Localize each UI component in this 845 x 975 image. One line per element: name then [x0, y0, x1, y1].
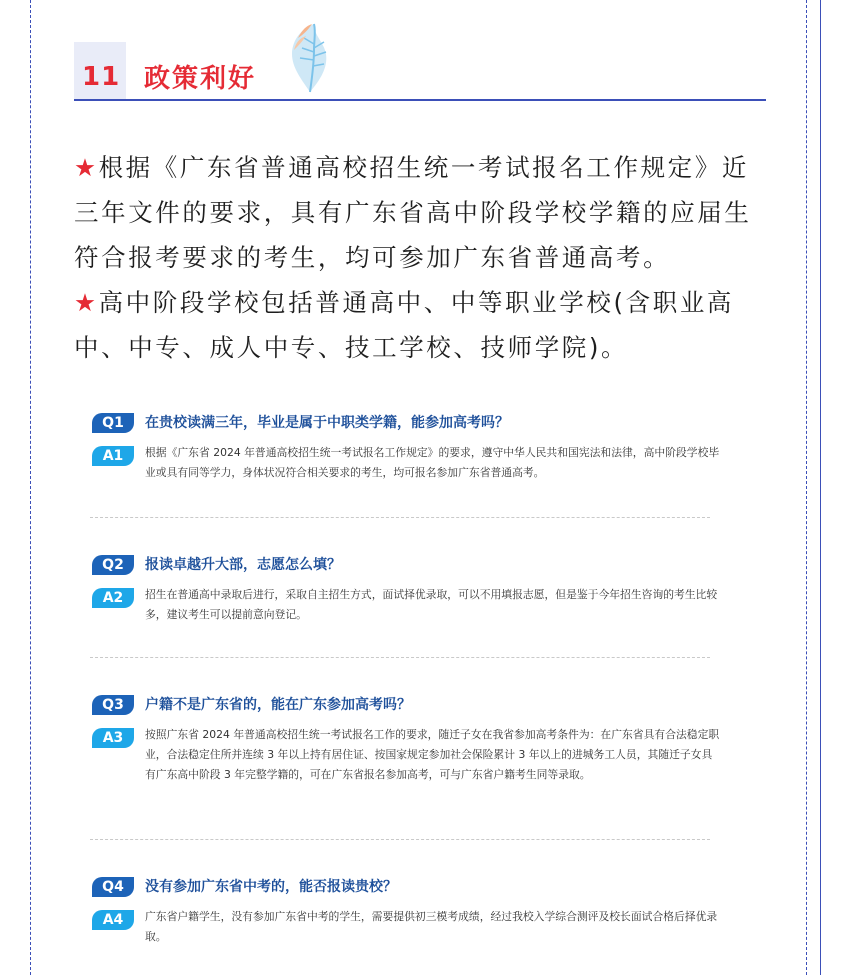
answer-badge: A4: [92, 910, 134, 930]
question-text: 没有参加广东省中考的，能否报读贵校？: [145, 879, 397, 895]
intro-paragraph-text: 根据《广东省普通高校招生统一考试报名工作规定》近三年文件的要求，具有广东省高中阶段学校学籍的应届生符合报考要求的考生，均可参加广东省普通高考。: [74, 153, 752, 272]
question-badge: Q2: [92, 555, 134, 575]
question-text: 在贵校读满三年，毕业是属于中职类学籍，能参加高考吗？: [145, 415, 509, 431]
intro-paragraph-text: 高中阶段学校包括普通高中、中等职业学校(含职业高中、中专、成人中专、技工学校、技师学院)。: [74, 288, 735, 362]
answer-badge: A2: [92, 588, 134, 608]
leaf-icon: [284, 20, 336, 96]
faq-item: [92, 695, 720, 781]
question-row: [92, 877, 712, 899]
star-icon: ★: [74, 153, 99, 182]
question-badge: Q1: [92, 413, 134, 433]
question-text: 报读卓越升大部，志愿怎么填？: [145, 557, 341, 573]
faq-divider: [90, 517, 710, 518]
star-icon: ★: [74, 288, 99, 317]
section-header: [74, 40, 766, 100]
answer-text: 按照广东省 2024 年普通高校招生统一考试报名工作的要求，随迁子女在我省参加高考条件为：在广东省具有合法稳定职业，合法稳定住所并连续 3 年以上持有居住证、按国家规定参加社会保险累计 3 年以上的进城务工人员，其随迁子女具有广东高中阶段 3 年完整学籍的，可在广东省报名参加高考，可与广东省户籍考生同等录取。: [145, 728, 720, 781]
answer-badge: A1: [92, 446, 134, 466]
question-row: [92, 555, 712, 577]
question-badge: Q3: [92, 695, 134, 715]
intro-text: [74, 145, 774, 370]
section-number: 11: [82, 62, 121, 92]
left-dashed-border: [30, 0, 31, 975]
answer-badge: A3: [92, 728, 134, 748]
right-solid-border: [820, 0, 821, 975]
question-row: [92, 695, 712, 717]
question-row: [92, 413, 712, 435]
intro-paragraph: [74, 145, 774, 280]
right-dashed-border: [806, 0, 807, 975]
intro-paragraph: [74, 280, 774, 370]
section-title: 政策利好: [144, 64, 257, 94]
question-badge: Q4: [92, 877, 134, 897]
section-number-box: [74, 42, 126, 100]
answer-text: 根据《广东省 2024 年普通高校招生统一考试报名工作规定》的要求，遵守中华人民共和国宪法和法律，高中阶段学校毕业或具有同等学力，身体状况符合相关要求的考生，均可报名参加广东省普通高考。: [145, 446, 720, 479]
faq-item: [92, 555, 718, 621]
answer-text: 广东省户籍学生，没有参加广东省中考的学生，需要提供初三模考成绩，经过我校入学综合测评及校长面试合格后择优录取。: [145, 910, 718, 943]
faq-item: [92, 877, 718, 943]
question-text: 户籍不是广东省的，能在广东参加高考吗？: [145, 697, 411, 713]
section-underline: [74, 99, 766, 101]
faq-divider: [90, 839, 710, 840]
answer-text: 招生在普通高中录取后进行，采取自主招生方式，面试择优录取，可以不用填报志愿，但是鉴于今年招生咨询的考生比较多，建议考生可以提前意向登记。: [145, 588, 718, 621]
faq-divider: [90, 657, 710, 658]
faq-item: [92, 413, 720, 479]
